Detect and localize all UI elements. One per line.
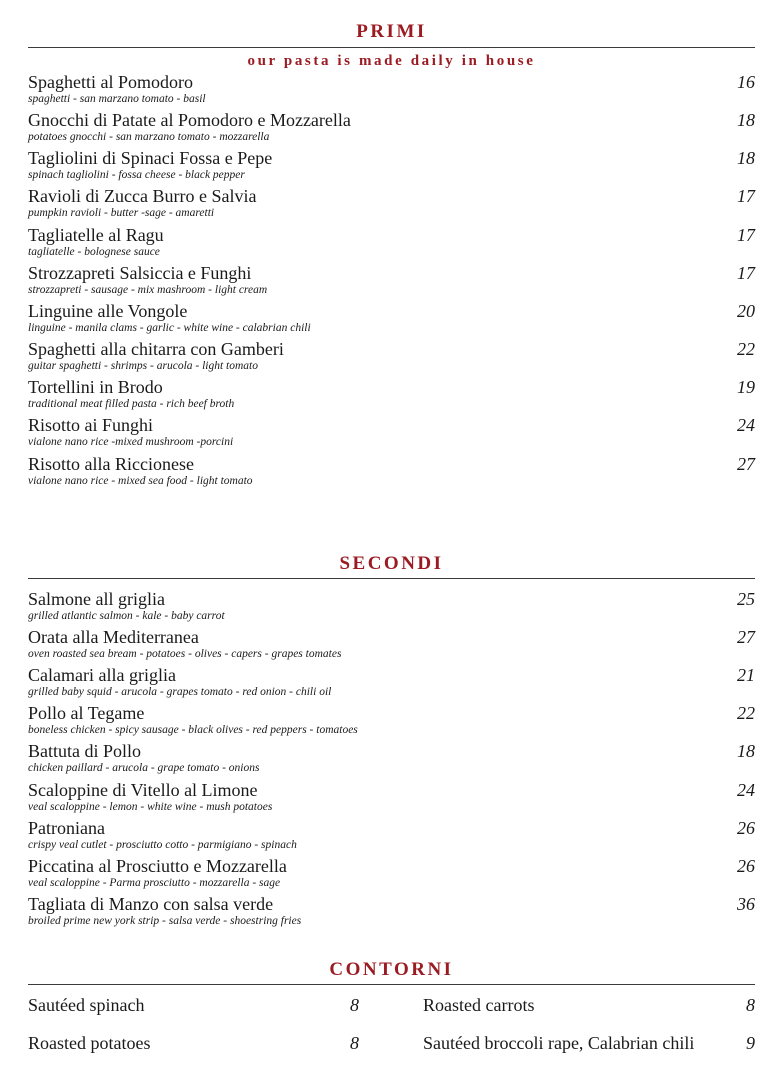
item-price: 22 bbox=[737, 703, 755, 723]
item-description: broiled prime new york strip - salsa verde - shoestring fries bbox=[28, 915, 302, 927]
side-name: Roasted potatoes bbox=[28, 1033, 151, 1053]
item-description: potatoes gnocchi - san marzano tomato - mozzarella bbox=[28, 131, 270, 143]
side-item bbox=[423, 1032, 755, 1054]
menu-item bbox=[28, 665, 755, 703]
item-price: 16 bbox=[737, 72, 755, 92]
primi-divider bbox=[28, 47, 755, 48]
item-description: vialone nano rice -mixed mushroom -porcini bbox=[28, 436, 234, 448]
item-price: 18 bbox=[737, 110, 755, 130]
item-price: 17 bbox=[737, 186, 755, 206]
side-name: Sautéed broccoli rape, Calabrian chili bbox=[423, 1033, 695, 1053]
contorni-divider bbox=[28, 984, 755, 985]
menu-item bbox=[28, 415, 755, 453]
item-description: pumpkin ravioli - butter -sage - amaretti bbox=[28, 207, 215, 219]
item-description: grilled atlantic salmon - kale - baby carrot bbox=[28, 610, 225, 622]
item-description: boneless chicken - spicy sausage - black olives - red peppers - tomatoes bbox=[28, 724, 358, 736]
item-price: 26 bbox=[737, 818, 755, 838]
item-price: 27 bbox=[737, 627, 755, 647]
item-description: strozzapreti - sausage - mix mashroom - light cream bbox=[28, 284, 268, 296]
item-name: Ravioli di Zucca Burro e Salvia bbox=[28, 186, 257, 206]
item-name: Tortellini in Brodo bbox=[28, 377, 163, 397]
item-name: Piccatina al Prosciutto e Mozzarella bbox=[28, 856, 287, 876]
item-price: 24 bbox=[737, 780, 755, 800]
menu-item bbox=[28, 589, 755, 627]
item-name: Spaghetti al Pomodoro bbox=[28, 72, 193, 92]
side-item bbox=[28, 994, 359, 1016]
item-price: 20 bbox=[737, 301, 755, 321]
menu-item bbox=[28, 301, 755, 339]
item-name: Patroniana bbox=[28, 818, 105, 838]
item-name: Pollo al Tegame bbox=[28, 703, 145, 723]
item-description: chicken paillard - arucola - grape tomato - onions bbox=[28, 762, 260, 774]
menu-item bbox=[28, 72, 755, 110]
item-name: Linguine alle Vongole bbox=[28, 301, 188, 321]
side-price: 8 bbox=[746, 995, 755, 1015]
item-description: traditional meat filled pasta - rich beef broth bbox=[28, 398, 235, 410]
item-price: 19 bbox=[737, 377, 755, 397]
item-name: Tagliatelle al Ragu bbox=[28, 225, 164, 245]
menu-item bbox=[28, 454, 755, 492]
menu-item bbox=[28, 225, 755, 263]
item-price: 18 bbox=[737, 741, 755, 761]
side-name: Sautéed spinach bbox=[28, 995, 145, 1015]
side-item bbox=[423, 994, 755, 1016]
item-name: Calamari alla griglia bbox=[28, 665, 176, 685]
menu-item bbox=[28, 741, 755, 779]
menu-item bbox=[28, 894, 755, 932]
primi-subtitle: our pasta is made daily in house bbox=[247, 53, 536, 69]
menu-item bbox=[28, 780, 755, 818]
menu-item bbox=[28, 186, 755, 224]
item-name: Spaghetti alla chitarra con Gamberi bbox=[28, 339, 284, 359]
item-price: 17 bbox=[737, 225, 755, 245]
primi-title: PRIMI bbox=[356, 21, 427, 42]
menu-item bbox=[28, 818, 755, 856]
item-price: 26 bbox=[737, 856, 755, 876]
secondi-title: SECONDI bbox=[339, 553, 444, 574]
item-description: oven roasted sea bream - potatoes - olives - capers - grapes tomates bbox=[28, 648, 342, 660]
menu-item bbox=[28, 627, 755, 665]
item-description: spaghetti - san marzano tomato - basil bbox=[28, 93, 206, 105]
item-description: tagliatelle - bolognese sauce bbox=[28, 246, 160, 258]
item-description: veal scaloppine - lemon - white wine - mush potatoes bbox=[28, 801, 273, 813]
item-price: 25 bbox=[737, 589, 755, 609]
menu-item bbox=[28, 377, 755, 415]
menu-item bbox=[28, 263, 755, 301]
item-price: 21 bbox=[737, 665, 755, 685]
item-name: Gnocchi di Patate al Pomodoro e Mozzarella bbox=[28, 110, 351, 130]
item-name: Strozzapreti Salsiccia e Funghi bbox=[28, 263, 252, 283]
item-description: vialone nano rice - mixed sea food - light tomato bbox=[28, 475, 253, 487]
side-price: 9 bbox=[746, 1033, 755, 1053]
menu-item bbox=[28, 148, 755, 186]
item-price: 18 bbox=[737, 148, 755, 168]
contorni-title: CONTORNI bbox=[329, 959, 454, 980]
secondi-divider bbox=[28, 578, 755, 579]
side-price: 8 bbox=[350, 1033, 359, 1053]
side-name: Roasted carrots bbox=[423, 995, 535, 1015]
side-item bbox=[28, 1032, 359, 1054]
item-name: Tagliata di Manzo con salsa verde bbox=[28, 894, 274, 914]
item-price: 17 bbox=[737, 263, 755, 283]
item-description: veal scaloppine - Parma prosciutto - mozzarella - sage bbox=[28, 877, 281, 889]
menu-item bbox=[28, 703, 755, 741]
item-name: Risotto ai Funghi bbox=[28, 415, 154, 435]
item-price: 27 bbox=[737, 454, 755, 474]
item-name: Salmone all griglia bbox=[28, 589, 165, 609]
item-price: 36 bbox=[737, 894, 755, 914]
item-name: Battuta di Pollo bbox=[28, 741, 142, 761]
item-name: Tagliolini di Spinaci Fossa e Pepe bbox=[28, 148, 273, 168]
item-description: spinach tagliolini - fossa cheese - black pepper bbox=[28, 169, 245, 181]
item-name: Scaloppine di Vitello al Limone bbox=[28, 780, 258, 800]
menu-item bbox=[28, 339, 755, 377]
item-description: linguine - manila clams - garlic - white wine - calabrian chili bbox=[28, 322, 311, 334]
item-name: Orata alla Mediterranea bbox=[28, 627, 199, 647]
item-description: grilled baby squid - arucola - grapes tomato - red onion - chili oil bbox=[28, 686, 332, 698]
menu-item bbox=[28, 856, 755, 894]
item-price: 22 bbox=[737, 339, 755, 359]
menu-item bbox=[28, 110, 755, 148]
side-price: 8 bbox=[350, 995, 359, 1015]
item-price: 24 bbox=[737, 415, 755, 435]
item-name: Risotto alla Riccionese bbox=[28, 454, 194, 474]
item-description: crispy veal cutlet - prosciutto cotto - parmigiano - spinach bbox=[28, 839, 297, 851]
item-description: guitar spaghetti - shrimps - arucola - light tomato bbox=[28, 360, 258, 372]
